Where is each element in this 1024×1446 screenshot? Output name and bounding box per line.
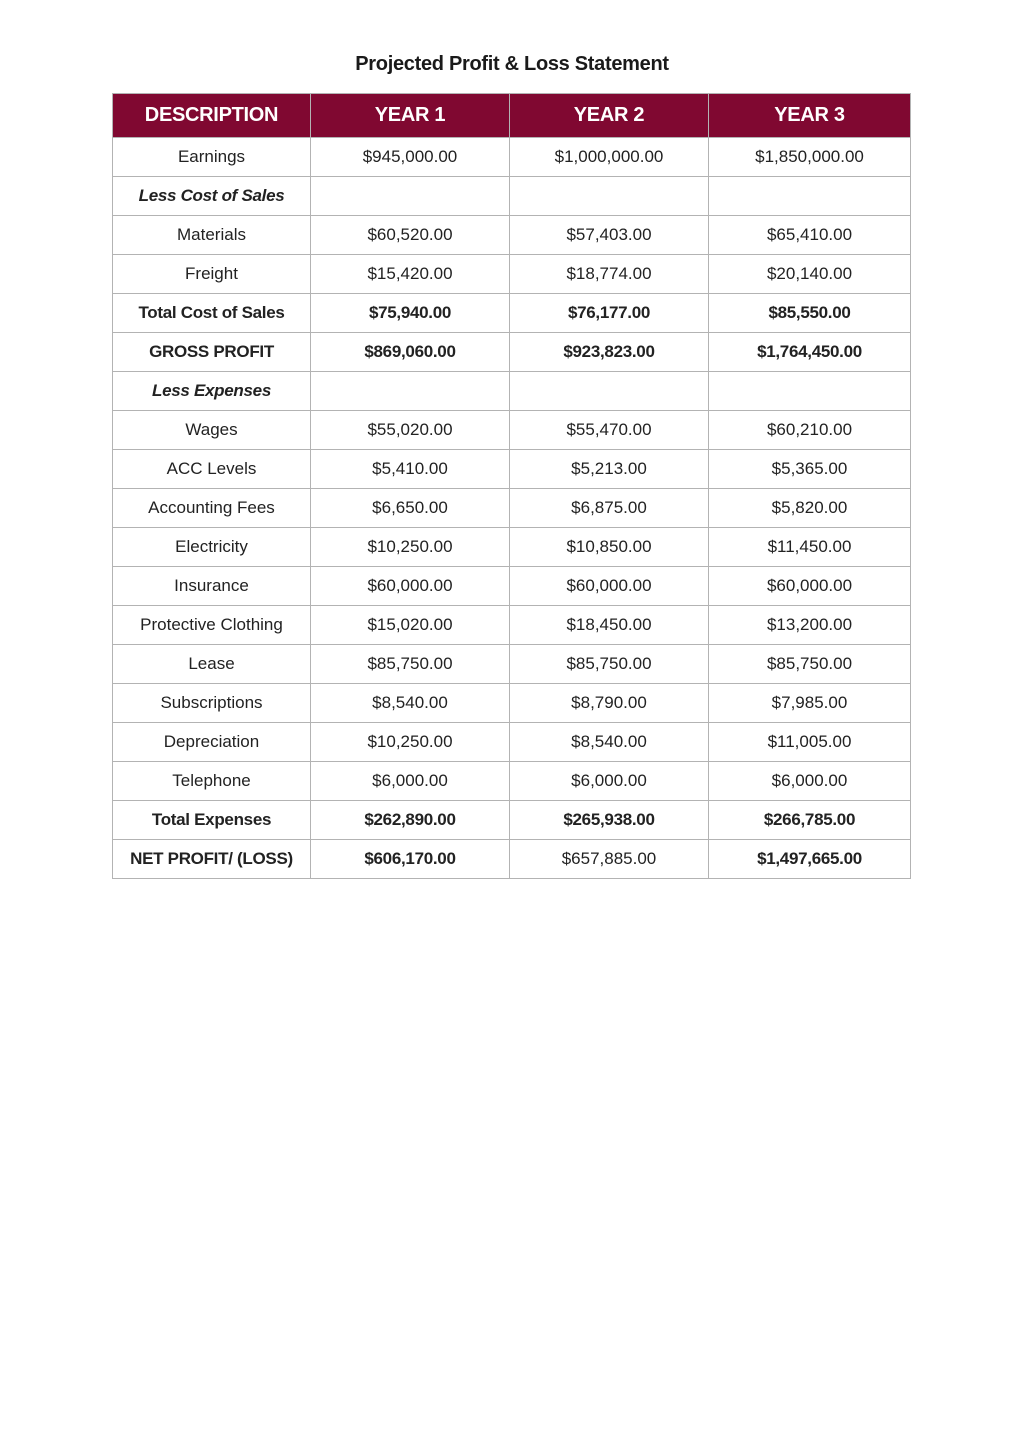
table-row-gross-profit <box>113 333 911 372</box>
table-row-telephone <box>113 762 911 801</box>
year-1-value: $8,540.00 <box>311 684 510 723</box>
year-1-value: $10,250.00 <box>311 528 510 567</box>
row-label: Lease <box>113 645 311 684</box>
table-row-materials <box>113 216 911 255</box>
year-2-value: $5,213.00 <box>510 450 709 489</box>
row-label: Telephone <box>113 762 311 801</box>
row-label: Accounting Fees <box>113 489 311 528</box>
table-row-freight <box>113 255 911 294</box>
year-1-value: $6,000.00 <box>311 762 510 801</box>
year-1-value <box>311 177 510 216</box>
year-2-value: $6,875.00 <box>510 489 709 528</box>
page-title: Projected Profit & Loss Statement <box>355 53 669 75</box>
table-row-subscriptions <box>113 684 911 723</box>
table-row-protective-clothing <box>113 606 911 645</box>
table-header-row <box>113 94 911 138</box>
row-label: Depreciation <box>113 723 311 762</box>
year-1-value <box>311 372 510 411</box>
year-3-value: $1,497,665.00 <box>709 840 911 879</box>
year-3-value: $1,764,450.00 <box>709 333 911 372</box>
year-3-value: $85,750.00 <box>709 645 911 684</box>
year-1-value: $869,060.00 <box>311 333 510 372</box>
row-label: Materials <box>113 216 311 255</box>
row-label: Earnings <box>113 138 311 177</box>
year-3-value: $5,820.00 <box>709 489 911 528</box>
year-2-value: $10,850.00 <box>510 528 709 567</box>
table-row-less-cost-of-sales <box>113 177 911 216</box>
header-year-2: YEAR 2 <box>510 94 709 138</box>
year-3-value: $5,365.00 <box>709 450 911 489</box>
table-row-total-cost-of-sales <box>113 294 911 333</box>
table-row-insurance <box>113 567 911 606</box>
year-2-value: $76,177.00 <box>510 294 709 333</box>
year-2-value: $8,540.00 <box>510 723 709 762</box>
table-row-acc-levels <box>113 450 911 489</box>
table-row-depreciation <box>113 723 911 762</box>
year-3-value: $13,200.00 <box>709 606 911 645</box>
table-row-lease <box>113 645 911 684</box>
year-1-value: $10,250.00 <box>311 723 510 762</box>
year-2-value <box>510 177 709 216</box>
year-1-value: $15,020.00 <box>311 606 510 645</box>
year-1-value: $5,410.00 <box>311 450 510 489</box>
section-label: Less Expenses <box>113 372 311 411</box>
year-3-value: $11,005.00 <box>709 723 911 762</box>
row-label: Insurance <box>113 567 311 606</box>
row-label: Protective Clothing <box>113 606 311 645</box>
year-1-value: $55,020.00 <box>311 411 510 450</box>
header-year-3: YEAR 3 <box>709 94 911 138</box>
row-label: Electricity <box>113 528 311 567</box>
year-2-value <box>510 372 709 411</box>
table-row-wages <box>113 411 911 450</box>
year-2-value: $18,450.00 <box>510 606 709 645</box>
year-1-value: $606,170.00 <box>311 840 510 879</box>
year-3-value: $7,985.00 <box>709 684 911 723</box>
year-2-value: $57,403.00 <box>510 216 709 255</box>
year-3-value <box>709 372 911 411</box>
year-2-value: $6,000.00 <box>510 762 709 801</box>
year-3-value: $1,850,000.00 <box>709 138 911 177</box>
year-3-value: $20,140.00 <box>709 255 911 294</box>
year-2-value: $60,000.00 <box>510 567 709 606</box>
year-3-value: $60,000.00 <box>709 567 911 606</box>
year-3-value: $65,410.00 <box>709 216 911 255</box>
table-row-electricity <box>113 528 911 567</box>
row-label: Subscriptions <box>113 684 311 723</box>
year-1-value: $15,420.00 <box>311 255 510 294</box>
year-2-value: $923,823.00 <box>510 333 709 372</box>
year-3-value: $6,000.00 <box>709 762 911 801</box>
row-label: Freight <box>113 255 311 294</box>
year-1-value: $60,520.00 <box>311 216 510 255</box>
table-row-net-profit-loss <box>113 840 911 879</box>
row-label: Total Expenses <box>113 801 311 840</box>
year-2-value: $8,790.00 <box>510 684 709 723</box>
year-2-value: $55,470.00 <box>510 411 709 450</box>
row-label: Wages <box>113 411 311 450</box>
year-1-value: $85,750.00 <box>311 645 510 684</box>
row-label: GROSS PROFIT <box>113 333 311 372</box>
table-row-earnings <box>113 138 911 177</box>
year-2-value: $85,750.00 <box>510 645 709 684</box>
row-label: ACC Levels <box>113 450 311 489</box>
row-label: Total Cost of Sales <box>113 294 311 333</box>
year-2-value: $265,938.00 <box>510 801 709 840</box>
year-1-value: $945,000.00 <box>311 138 510 177</box>
year-3-value: $85,550.00 <box>709 294 911 333</box>
year-1-value: $75,940.00 <box>311 294 510 333</box>
row-label: NET PROFIT/ (LOSS) <box>113 840 311 879</box>
table-row-total-expenses <box>113 801 911 840</box>
profit-loss-table <box>112 93 911 879</box>
year-3-value: $266,785.00 <box>709 801 911 840</box>
table-row-accounting-fees <box>113 489 911 528</box>
year-1-value: $262,890.00 <box>311 801 510 840</box>
header-year-1: YEAR 1 <box>311 94 510 138</box>
year-3-value: $11,450.00 <box>709 528 911 567</box>
year-2-value: $1,000,000.00 <box>510 138 709 177</box>
year-1-value: $60,000.00 <box>311 567 510 606</box>
year-3-value: $60,210.00 <box>709 411 911 450</box>
section-label: Less Cost of Sales <box>113 177 311 216</box>
year-2-value: $657,885.00 <box>510 840 709 879</box>
table-row-less-expenses <box>113 372 911 411</box>
year-2-value: $18,774.00 <box>510 255 709 294</box>
header-description: DESCRIPTION <box>113 94 311 138</box>
year-3-value <box>709 177 911 216</box>
year-1-value: $6,650.00 <box>311 489 510 528</box>
